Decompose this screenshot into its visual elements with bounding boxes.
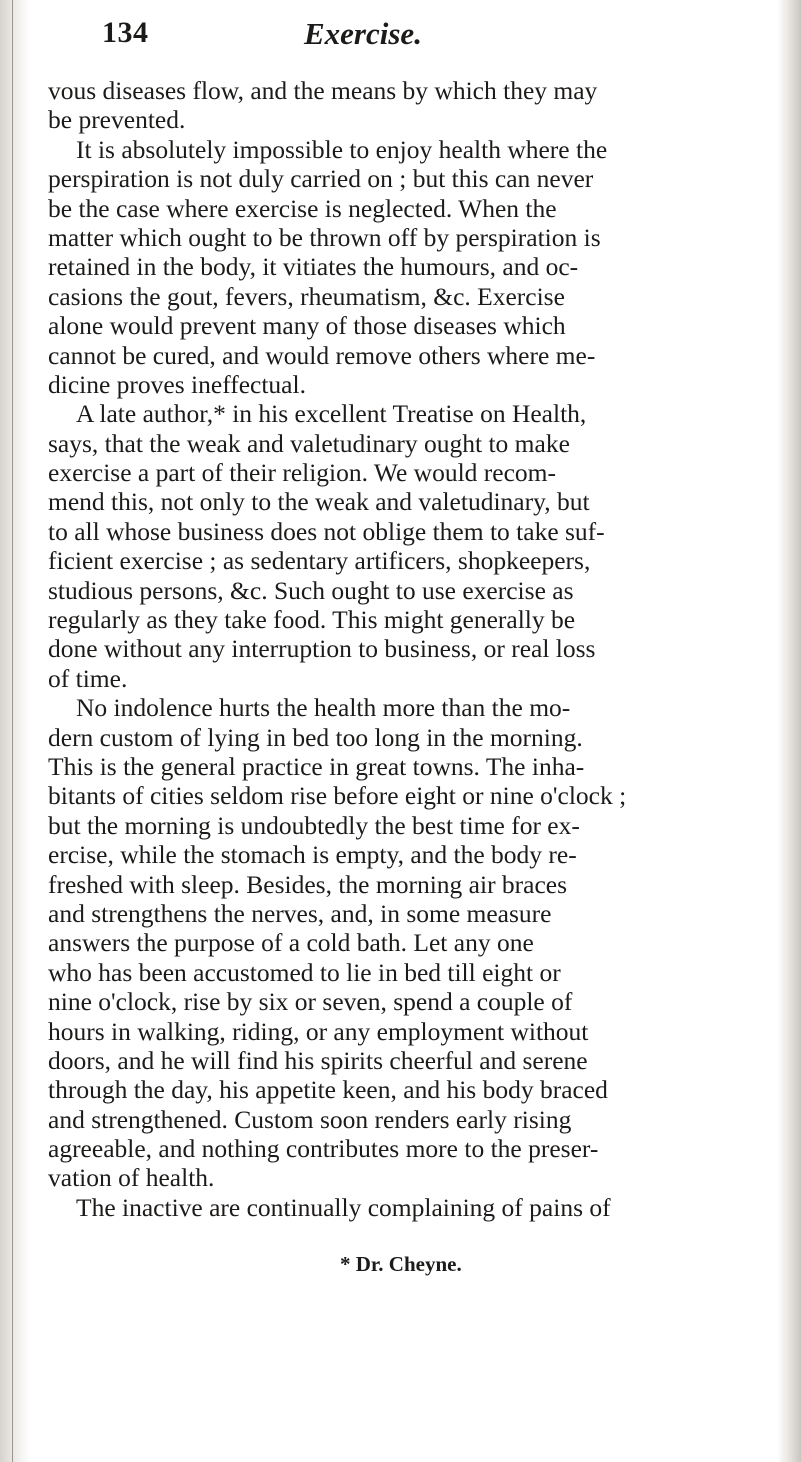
text-line: mend this, not only to the weak and valetudinary, but [48,487,590,517]
text-line: bitants of cities seldom rise before eight or nine o'clock ; [48,781,627,811]
text-line: dicine proves ineffectual. [48,369,306,399]
binding-rule [12,0,13,1462]
body-text [48,76,790,1222]
text-line: The inactive are continually complaining of pains of [76,1192,611,1222]
text-line: be prevented. [48,105,186,135]
text-line: to all whose business does not oblige them to take suf- [48,516,605,546]
text-line: freshed with sleep. Besides, the morning air braces [48,869,568,899]
text-line: A late author,* in his excellent Treatise on Health, [76,399,587,429]
text-line: agreeable, and nothing contributes more to the preser- [48,1134,599,1164]
text-line: through the day, his appetite keen, and his body braced [48,1075,608,1105]
text-line: This is the general practice in great towns. The inha- [48,751,585,781]
text-line: answers the purpose of a cold bath. Let any one [48,928,534,958]
text-line: ercise, while the stomach is empty, and the body re- [48,840,577,870]
text-line: of time. [48,663,128,693]
text-line: cannot be cured, and would remove others where me- [48,340,596,370]
text-line: perspiration is not duly carried on ; but this can never [48,164,594,194]
text-line: matter which ought to be thrown off by perspiration is [48,222,601,252]
page-header [102,8,722,52]
text-line: says, that the weak and valetudinary ought to make [48,428,570,458]
text-line: and strengthened. Custom soon renders early rising [48,1104,572,1134]
text-line: doors, and he will find his spirits cheerful and serene [48,1045,588,1075]
page-number: 134 [102,16,149,49]
running-head: Exercise. [304,16,422,51]
text-line: nine o'clock, rise by six or seven, spend a couple of [48,987,573,1017]
text-line: regularly as they take food. This might generally be [48,605,576,635]
text-line: studious persons, &c. Such ought to use exercise as [48,575,574,605]
text-line: casions the gout, fevers, rheumatism, &c. Exercise [48,281,565,311]
text-line: vous diseases flow, and the means by which they may [48,76,598,105]
text-line: dern custom of lying in bed too long in the morning. [48,722,583,752]
text-line: ficient exercise ; as sedentary artificers, shopkeepers, [48,546,591,576]
text-line: and strengthens the nerves, and, in some measure [48,898,552,928]
text-line: who has been accustomed to lie in bed till eight or [48,957,561,987]
text-line: exercise a part of their religion. We would recom- [48,458,556,488]
text-line: done without any interruption to business, or real loss [48,634,596,664]
page-edge-left [0,0,30,1462]
text-line: but the morning is undoubtedly the best time for ex- [48,810,580,840]
text-line: No indolence hurts the health more than the mo- [76,693,571,723]
text-line: hours in walking, riding, or any employment without [48,1016,589,1046]
text-line: It is absolutely impossible to enjoy health where the [76,134,608,164]
text-line: vation of health. [48,1163,215,1193]
text-line: be the case where exercise is neglected. When the [48,193,557,223]
text-line: alone would prevent many of those diseases which [48,311,566,341]
footnote: * Dr. Cheyne. [340,1252,462,1276]
text-line: retained in the body, it vitiates the humours, and oc- [48,252,579,282]
